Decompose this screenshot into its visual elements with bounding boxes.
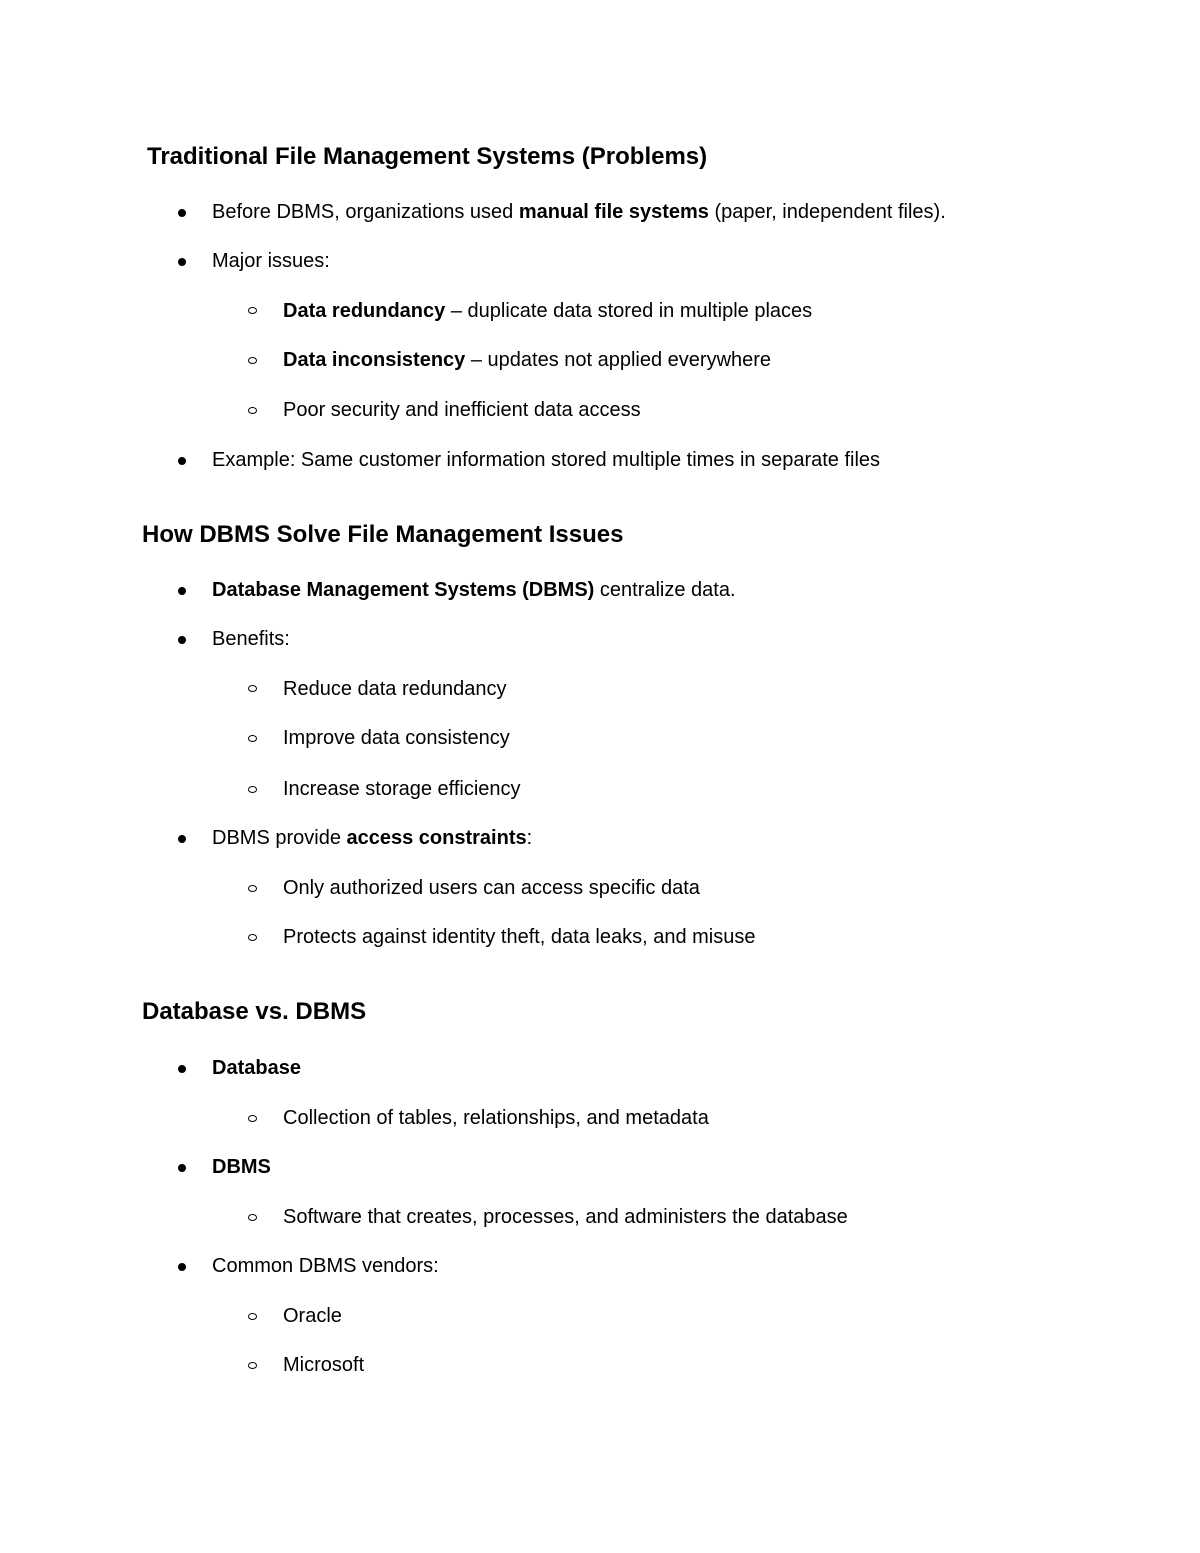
bullet-circle-icon: [248, 885, 257, 892]
sub-list-item: Only authorized users can access specific data: [283, 877, 700, 899]
section-heading-database-vs-dbms: Database vs. DBMS: [142, 998, 367, 1025]
list-item: [212, 825, 532, 851]
list-item: Major issues:: [212, 250, 330, 272]
sub-list-item: Protects against identity theft, data leaks, and misuse: [283, 926, 756, 948]
text-run: Before DBMS, organizations used: [212, 201, 519, 223]
bold-term: manual file systems: [518, 201, 709, 223]
text-run: DBMS provide: [212, 827, 347, 849]
list-item: Example: Same customer information stored multiple times in separate files: [212, 449, 881, 471]
bullet-dot-icon: [178, 587, 186, 595]
list-item: Benefits:: [212, 628, 290, 650]
list-item: [212, 1154, 271, 1180]
sub-list-item: [283, 298, 812, 324]
bullet-dot-icon: [178, 1065, 186, 1073]
sub-list-item: Reduce data redundancy: [283, 678, 507, 700]
sub-list-item: Improve data consistency: [283, 727, 510, 749]
text-run: – duplicate data stored in multiple places: [445, 300, 813, 322]
text-run: – updates not applied everywhere: [465, 349, 772, 371]
bold-term: access constraints: [346, 827, 527, 849]
bullet-circle-icon: [248, 357, 257, 364]
bullet-circle-icon: [248, 934, 257, 941]
section-heading-how-dbms-solve: How DBMS Solve File Management Issues: [142, 521, 624, 548]
bullet-circle-icon: [248, 307, 257, 314]
sub-list-item: Microsoft: [283, 1354, 365, 1376]
section-heading-traditional-file-management: Traditional File Management Systems (Problems): [147, 143, 708, 170]
bold-term: Database: [212, 1057, 301, 1079]
bullet-circle-icon: [248, 1313, 257, 1320]
bullet-circle-icon: [248, 685, 257, 692]
text-run: (paper, independent files).: [708, 201, 946, 223]
bullet-dot-icon: [178, 209, 186, 217]
sub-list-item: Poor security and inefficient data access: [283, 399, 641, 421]
sub-list-item: [283, 347, 771, 373]
list-item: Common DBMS vendors:: [212, 1255, 439, 1277]
bullet-circle-icon: [248, 735, 257, 742]
bullet-circle-icon: [248, 1115, 257, 1122]
bullet-circle-icon: [248, 786, 257, 793]
bullet-dot-icon: [178, 636, 186, 644]
bold-term: Data redundancy: [283, 300, 446, 322]
bullet-dot-icon: [178, 457, 186, 465]
bullet-circle-icon: [248, 1362, 257, 1369]
sub-list-item: Oracle: [283, 1305, 342, 1327]
sub-list-item: Collection of tables, relationships, and metadata: [283, 1107, 709, 1129]
bullet-dot-icon: [178, 1263, 186, 1271]
text-run: centralize data.: [594, 579, 736, 601]
bullet-circle-icon: [248, 407, 257, 414]
bullet-circle-icon: [248, 1214, 257, 1221]
sub-list-item: Software that creates, processes, and administers the database: [283, 1206, 848, 1228]
bold-term: Database Management Systems (DBMS): [212, 579, 595, 601]
text-run: :: [526, 827, 533, 849]
sub-list-item: Increase storage efficiency: [283, 778, 521, 800]
list-item: [212, 199, 946, 225]
bullet-dot-icon: [178, 1164, 186, 1172]
bold-term: Data inconsistency: [283, 349, 466, 371]
bold-term: DBMS: [212, 1156, 271, 1178]
list-item: [212, 577, 736, 603]
list-item: [212, 1055, 301, 1081]
bullet-dot-icon: [178, 258, 186, 266]
bullet-dot-icon: [178, 835, 186, 843]
